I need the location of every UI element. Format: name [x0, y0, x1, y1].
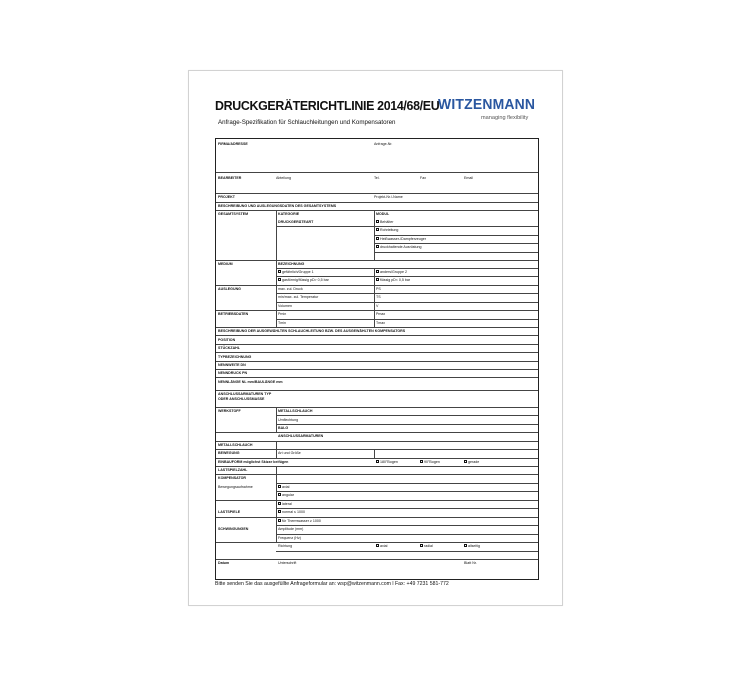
checkbox[interactable] — [376, 460, 379, 463]
row-divider — [374, 235, 538, 236]
checkbox[interactable] — [420, 544, 423, 547]
row-divider — [216, 327, 538, 328]
column-divider — [276, 466, 277, 542]
lateral-option: lateral — [282, 502, 292, 506]
nominal-pressure-label: NENNDRUCK PN — [218, 371, 248, 375]
checkbox[interactable] — [278, 270, 281, 273]
p-min-label: Pmin — [278, 312, 287, 316]
checkbox[interactable] — [376, 270, 379, 273]
row-divider — [216, 407, 538, 408]
max-pressure-label: max. zul. Druck — [278, 287, 303, 291]
company-address-label: FIRMA/ADRESSE — [218, 142, 248, 146]
checkbox[interactable] — [376, 544, 379, 547]
volume-label: Volumen — [278, 304, 292, 308]
column-divider — [374, 449, 375, 458]
column-divider — [374, 310, 375, 327]
normal-cycles-option: normal ≤ 1000 — [282, 510, 305, 514]
vibrations-label: SCHWINGUNGEN — [218, 527, 249, 531]
pressure-accessory-option: druckhaltende Ausrüstung — [380, 245, 422, 249]
piping-option: Rohrleitung — [380, 228, 399, 232]
document-title: DRUCKGERÄTERICHTLINIE 2014/68/EU — [215, 98, 440, 113]
end-fittings-label: ANSCHLUSSARMATUREN — [278, 434, 324, 438]
fax-label: Fax — [420, 176, 426, 180]
p-max-label: Pmax — [376, 312, 386, 316]
steam-generator-option: Heißwasser-/Dampferzeuger — [380, 237, 426, 241]
row-divider — [216, 335, 538, 336]
medium-label: MEDIUM — [218, 262, 233, 266]
signature-label: Unterschrift — [278, 561, 297, 565]
row-divider — [276, 226, 538, 227]
bend-180-option: 180°Bogen — [380, 460, 398, 464]
row-divider — [276, 534, 538, 535]
handler-label: BEARBEITER — [218, 176, 242, 180]
row-divider — [216, 449, 538, 450]
thermal-cycles-option: für Thermwasser ≥ 1000 — [282, 519, 321, 523]
checkbox[interactable] — [376, 245, 379, 248]
section-selected-hose: BESCHREIBUNG DER AUSGEWÄHLTEN SCHLAUCHLEITUNG BZW. DES AUSGEWÄHLTEN KOMPENSATORS — [218, 329, 406, 333]
row-divider — [276, 268, 538, 269]
direction-axial-option: axial — [380, 544, 388, 548]
email-label: Email — [464, 176, 473, 180]
row-divider — [276, 424, 538, 425]
column-divider — [374, 268, 375, 285]
material-label: WERKSTOFF — [218, 409, 241, 413]
braiding-label: Umflechtung — [278, 418, 299, 422]
gaseous-option: gasförmig/flüssig pD> 0,5 bar — [282, 278, 329, 282]
hazardous-option: gefährlich/Gruppe 1 — [282, 270, 314, 274]
row-divider — [216, 458, 538, 459]
row-divider — [276, 276, 538, 277]
row-divider — [374, 252, 538, 253]
row-divider — [216, 193, 538, 194]
bend-90-option: 90°Bogen — [424, 460, 440, 464]
row-divider — [216, 260, 538, 261]
v-label: V — [376, 304, 379, 308]
temperature-label: min/max. zul. Temperatur — [278, 295, 319, 299]
row-divider — [276, 508, 538, 509]
vessel-option: Behälter — [380, 220, 394, 224]
row-divider — [216, 202, 538, 203]
project-label: PROJEKT — [218, 195, 235, 199]
connection-dimensions-label: ODER ANSCHLUSSMASSE — [218, 397, 265, 401]
project-number-label: Projekt-Nr./-Name — [374, 195, 403, 199]
compensator-label: KOMPENSATOR — [218, 476, 247, 480]
row-divider — [374, 243, 538, 244]
row-divider — [216, 285, 538, 286]
checkbox[interactable] — [420, 460, 423, 463]
form-sheet — [188, 70, 563, 606]
checkbox[interactable] — [278, 510, 281, 513]
row-divider — [276, 302, 538, 303]
checkbox[interactable] — [464, 460, 467, 463]
installation-form-label: EINBAUFORM möglichst Skizze beifügen — [218, 460, 289, 464]
row-divider — [216, 559, 538, 560]
row-divider — [276, 415, 538, 416]
specification-form — [215, 138, 539, 580]
column-divider — [276, 260, 277, 285]
document-subtitle: Anfrage-Spezifikation für Schlauchleitungen und Kompensatoren — [218, 119, 396, 126]
company-tagline: managing flexibility — [481, 115, 529, 121]
row-divider — [216, 441, 538, 442]
radial-option: radial — [424, 544, 433, 548]
designation-label: BEZEICHNUNG — [278, 262, 305, 266]
checkbox[interactable] — [278, 502, 281, 505]
type-label: TYPBEZEICHNUNG — [218, 355, 252, 359]
department-label: Abteilung — [276, 176, 291, 180]
direction-label: Richtung — [278, 544, 293, 548]
checkbox[interactable] — [278, 278, 281, 281]
design-label: AUSLEGUNG — [218, 287, 241, 291]
category-label: KATEGORIE — [278, 212, 300, 216]
column-divider — [374, 210, 375, 260]
bellows-label: BALG — [278, 426, 289, 430]
row-divider — [276, 293, 538, 294]
other-group-option: anders/Gruppe 2 — [380, 270, 407, 274]
t-min-label: Tmin — [278, 321, 286, 325]
row-divider — [276, 525, 538, 526]
t-max-label: Tmax — [376, 321, 385, 325]
row-divider — [216, 369, 538, 370]
phone-label: Tel. — [374, 176, 380, 180]
operating-data-label: BETRIEBSDATEN — [218, 312, 249, 316]
straight-option: gerade — [468, 460, 480, 464]
load-cycles-label-2: LASTSPIELE — [218, 510, 241, 514]
row-divider — [216, 466, 538, 467]
column-divider — [276, 441, 277, 458]
metal-hose-material-label: METALLSCHLAUCH — [278, 409, 313, 413]
angular-option: angular — [282, 493, 294, 497]
all-sides-option: allseitig — [468, 544, 480, 548]
row-divider — [216, 474, 538, 475]
date-label: Datum — [218, 561, 230, 565]
checkbox[interactable] — [278, 485, 281, 488]
amplitude-label: Amplitude (mm) — [278, 527, 304, 531]
column-divider — [276, 210, 277, 260]
checkbox[interactable] — [278, 493, 281, 496]
connection-type-label: ANSCHLUSSARMATUREN TYP — [218, 392, 272, 396]
position-label: POSITION — [218, 338, 236, 342]
column-divider — [276, 407, 277, 432]
row-divider — [216, 344, 538, 345]
section-overall-system: BESCHREIBUNG UND AUSLEGUNGSDATEN DES GESAMTSYSTEMS — [218, 204, 337, 208]
quantity-label: STÜCKZAHL — [218, 346, 240, 350]
ts-label: TS — [376, 295, 381, 299]
footer-contact: Bitte senden Sie das ausgefüllte Anfrageformular an: wsp@witzenmann.com l Fax: +49 7231 581-772 — [215, 581, 449, 587]
request-number-label: Anfrage-Nr. — [374, 142, 393, 146]
metal-hose-label: METALLSCHLAUCH — [218, 443, 253, 447]
axial-option: axial — [282, 485, 290, 489]
type-size-label: Art und Größe — [278, 451, 301, 455]
nominal-length-label: NENNLÄNGE NL mm/BAULÄNGE mm — [218, 380, 283, 384]
checkbox[interactable] — [278, 519, 281, 522]
overall-system-label: GESAMTSYSTEM — [218, 212, 249, 216]
checkbox[interactable] — [464, 544, 467, 547]
row-divider — [216, 517, 538, 518]
frequency-label: Frequenz (Hz) — [278, 536, 301, 540]
company-logo: WITZENMANN — [438, 96, 536, 113]
module-label: MODUL — [376, 212, 390, 216]
ps-label: PS — [376, 287, 381, 291]
row-divider — [216, 542, 538, 543]
checkbox[interactable] — [376, 228, 379, 231]
nominal-diameter-label: NENNWEITE DN — [218, 363, 246, 367]
checkbox[interactable] — [376, 237, 379, 240]
checkbox[interactable] — [376, 278, 379, 281]
row-divider — [216, 361, 538, 362]
row-divider — [216, 432, 538, 433]
row-divider — [276, 491, 538, 492]
row-divider — [276, 319, 538, 320]
row-divider — [216, 377, 538, 378]
column-divider — [374, 285, 375, 310]
sheet-number-label: Blatt Nr. — [464, 561, 477, 565]
movement-label: BEWEGUNG — [218, 451, 240, 455]
row-divider — [216, 210, 538, 211]
row-divider — [276, 551, 538, 552]
column-divider — [276, 285, 277, 310]
row-divider — [216, 500, 538, 501]
device-type-label: DRUCKGERÄTEART — [278, 220, 314, 224]
liquid-option: flüssig pD< 0,5 bar — [380, 278, 411, 282]
row-divider — [216, 390, 538, 391]
column-divider — [276, 310, 277, 327]
row-divider — [216, 310, 538, 311]
row-divider — [216, 172, 538, 173]
movement-absorption-label: Bewegungsaufnahme — [218, 485, 253, 489]
row-divider — [276, 483, 538, 484]
row-divider — [216, 352, 538, 353]
load-cycles-label: LASTSPIELZAHL — [218, 468, 248, 472]
checkbox[interactable] — [376, 220, 379, 223]
